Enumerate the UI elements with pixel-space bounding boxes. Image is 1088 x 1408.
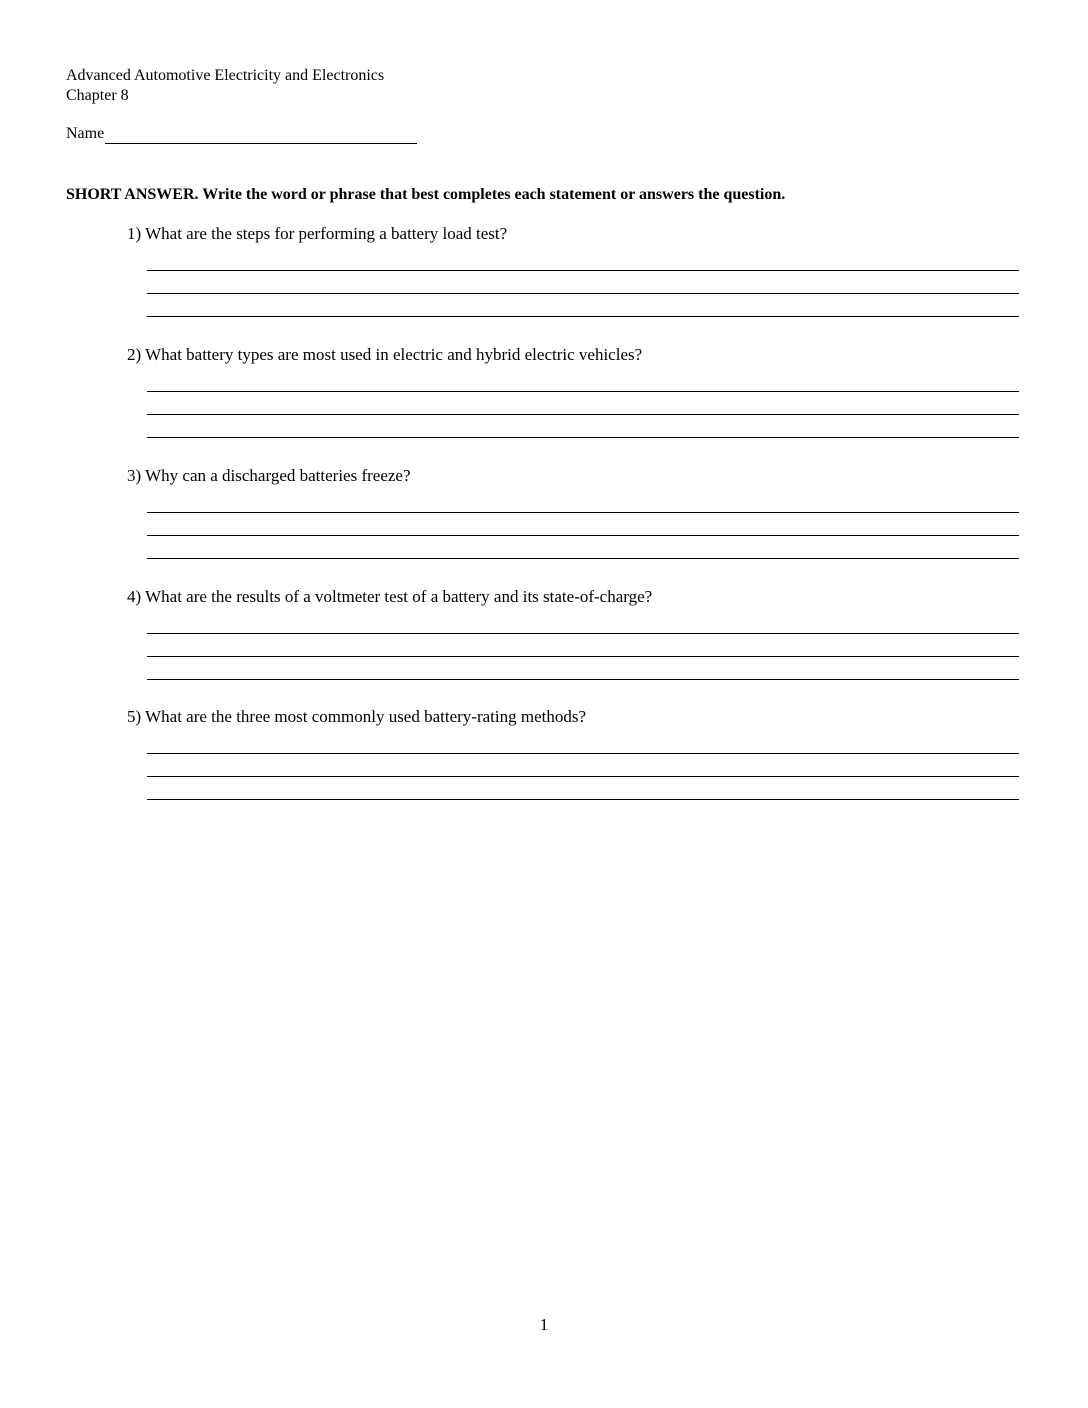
question-text: 2) What battery types are most used in electric and hybrid electric vehicles?: [127, 345, 643, 364]
answer-line[interactable]: [147, 799, 1019, 800]
question-5: [127, 706, 1019, 728]
answer-line[interactable]: [147, 633, 1019, 634]
answer-line[interactable]: [147, 316, 1019, 317]
answer-line[interactable]: [147, 414, 1019, 415]
question-text: 4) What are the results of a voltmeter test of a battery and its state-of-charge?: [127, 587, 653, 606]
question-text: 5) What are the three most commonly used battery-rating methods?: [127, 707, 587, 726]
answer-line[interactable]: [147, 776, 1019, 777]
answer-line[interactable]: [147, 558, 1019, 559]
page-number: 1: [539, 1315, 549, 1334]
question-text: 3) Why can a discharged batteries freeze?: [127, 466, 411, 485]
question-text: 1) What are the steps for performing a battery load test?: [127, 224, 508, 243]
answer-line[interactable]: [147, 391, 1019, 392]
answer-line[interactable]: [147, 753, 1019, 754]
question-2: [127, 344, 1019, 366]
question-4: [127, 586, 1019, 608]
course-title: Advanced Automotive Electricity and Electronics: [66, 67, 385, 84]
name-label: Name: [66, 125, 105, 142]
answer-line[interactable]: [147, 512, 1019, 513]
answer-line[interactable]: [147, 293, 1019, 294]
answer-line[interactable]: [147, 679, 1019, 680]
chapter-label: Chapter 8: [66, 87, 129, 104]
name-blank-line[interactable]: [105, 124, 417, 144]
name-field[interactable]: [66, 124, 417, 144]
question-3: [127, 465, 1019, 487]
question-1: [127, 223, 1019, 245]
answer-line[interactable]: [147, 270, 1019, 271]
answer-line[interactable]: [147, 437, 1019, 438]
instructions: SHORT ANSWER. Write the word or phrase that best completes each statement or answers the question.: [66, 186, 786, 203]
answer-line[interactable]: [147, 656, 1019, 657]
answer-line[interactable]: [147, 535, 1019, 536]
